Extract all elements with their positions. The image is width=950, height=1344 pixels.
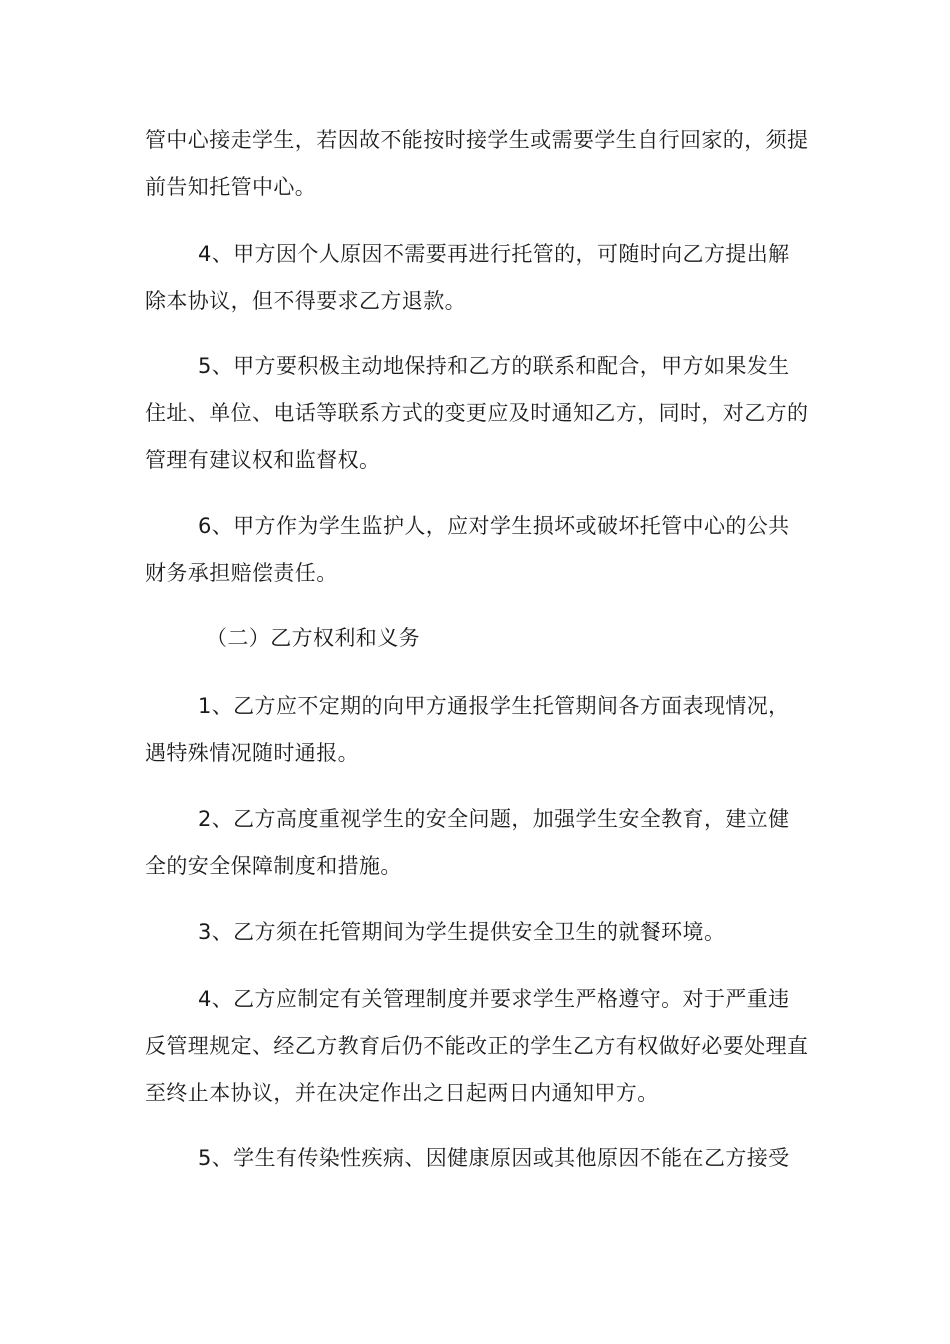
paragraph-line: 3、乙方须在托管期间为学生提供安全卫生的就餐环境。 <box>198 920 726 944</box>
paragraph-line: 管中心接走学生，若因故不能按时接学生或需要学生自行回家的，须提 <box>145 128 809 152</box>
section-heading: （二）乙方权利和义务 <box>206 626 420 650</box>
paragraph-line: 4、甲方因个人原因不需要再进行托管的，可随时向乙方提出解 <box>198 242 790 266</box>
paragraph-line: 2、乙方高度重视学生的安全问题，加强学生安全教育，建立健 <box>198 807 790 831</box>
paragraph-line: 遇特殊情况随时通报。 <box>145 741 359 765</box>
paragraph-line: 反管理规定、经乙方教育后仍不能改正的学生乙方有权做好必要处理直 <box>145 1034 809 1058</box>
paragraph-line: 5、甲方要积极主动地保持和乙方的联系和配合，甲方如果发生 <box>198 354 790 378</box>
paragraph-line: 5、学生有传染性疾病、因健康原因或其他原因不能在乙方接受 <box>198 1146 790 1170</box>
paragraph-line: 管理有建议权和监督权。 <box>145 448 381 472</box>
paragraph-line: 全的安全保障制度和措施。 <box>145 854 402 878</box>
paragraph-line: 除本协议，但不得要求乙方退款。 <box>145 289 466 313</box>
paragraph-line: 财务承担赔偿责任。 <box>145 561 338 585</box>
paragraph-line: 1、乙方应不定期的向甲方通报学生托管期间各方面表现情况， <box>198 694 790 718</box>
paragraph-line: 住址、单位、电话等联系方式的变更应及时通知乙方，同时，对乙方的 <box>145 401 809 425</box>
paragraph-line: 4、乙方应制定有关管理制度并要求学生严格遵守。对于严重违 <box>198 987 790 1011</box>
paragraph-line: 前告知托管中心。 <box>145 175 317 199</box>
paragraph-line: 6、甲方作为学生监护人，应对学生损坏或破坏托管中心的公共 <box>198 514 790 538</box>
paragraph-line: 至终止本协议，并在决定作出之日起两日内通知甲方。 <box>145 1081 659 1105</box>
